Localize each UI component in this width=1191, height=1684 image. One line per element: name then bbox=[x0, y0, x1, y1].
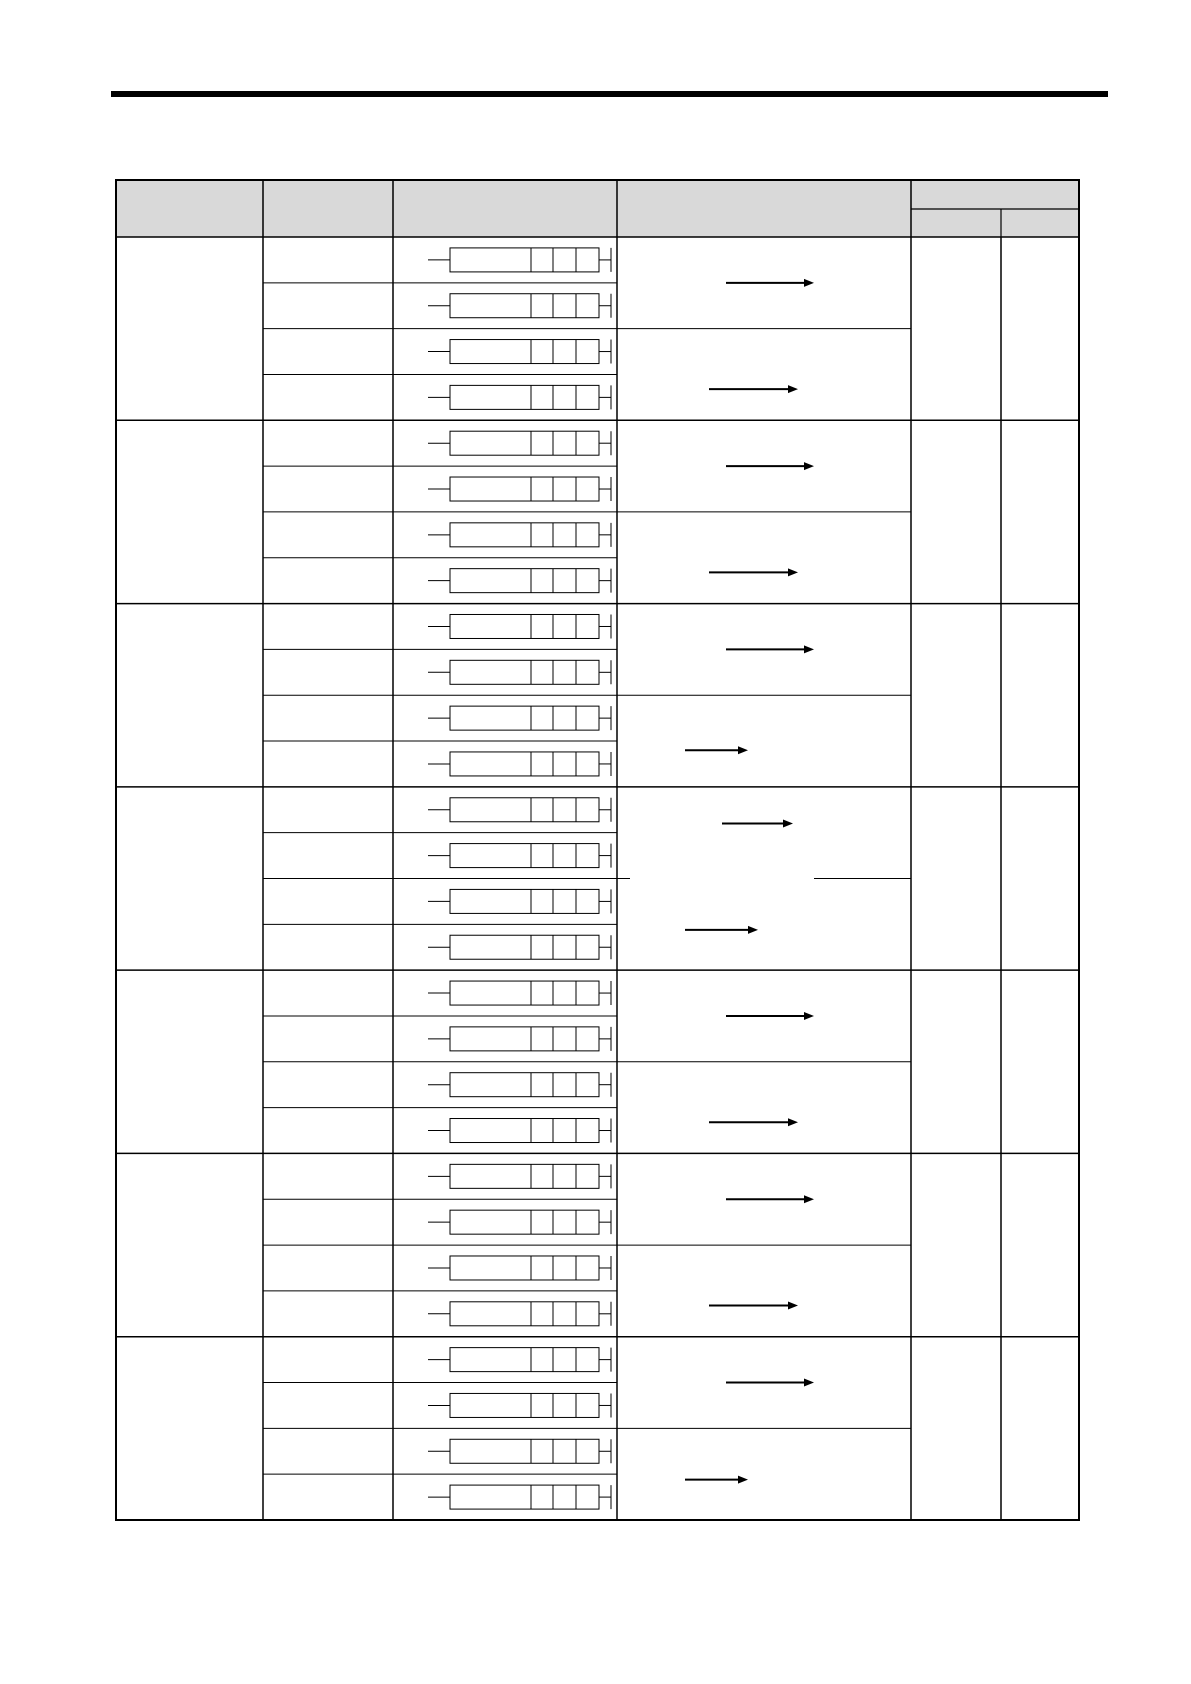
instruction-symbol bbox=[428, 798, 611, 822]
transfer-arrow-icon bbox=[726, 462, 814, 470]
instruction-box bbox=[450, 706, 599, 730]
instruction-box bbox=[450, 569, 599, 593]
transfer-arrow-icon bbox=[722, 820, 793, 828]
transfer-arrow-icon bbox=[685, 926, 758, 934]
arrow-head bbox=[804, 1195, 814, 1203]
transfer-arrow-icon bbox=[709, 568, 798, 576]
arrow-head bbox=[788, 568, 798, 576]
instruction-symbol bbox=[428, 706, 611, 730]
arrow-head bbox=[804, 1379, 814, 1387]
arrow-head bbox=[804, 279, 814, 287]
instruction-box bbox=[450, 248, 599, 272]
arrow-head bbox=[738, 746, 748, 754]
table-body bbox=[116, 248, 1079, 1509]
instruction-box bbox=[450, 844, 599, 868]
arrow-head bbox=[804, 462, 814, 470]
arrow-head bbox=[748, 926, 758, 934]
transfer-arrow-icon bbox=[709, 385, 798, 393]
instruction-box bbox=[450, 1210, 599, 1234]
instruction-symbol bbox=[428, 1073, 611, 1097]
instruction-box bbox=[450, 1256, 599, 1280]
instruction-symbol bbox=[428, 523, 611, 547]
instruction-box bbox=[450, 1119, 599, 1143]
instruction-symbol bbox=[428, 844, 611, 868]
instruction-symbol bbox=[428, 1485, 611, 1509]
instruction-box bbox=[450, 1393, 599, 1417]
instruction-box bbox=[450, 1439, 599, 1463]
instruction-symbol bbox=[428, 935, 611, 959]
transfer-arrow-icon bbox=[726, 1379, 814, 1387]
instruction-symbol bbox=[428, 889, 611, 913]
transfer-arrow-icon bbox=[726, 1012, 814, 1020]
instruction-symbol bbox=[428, 431, 611, 455]
instruction-symbol bbox=[428, 1164, 611, 1188]
instruction-box bbox=[450, 981, 599, 1005]
transfer-arrow-icon bbox=[726, 1195, 814, 1203]
transfer-arrow-icon bbox=[685, 746, 748, 754]
table-group bbox=[116, 970, 1079, 1142]
instruction-box bbox=[450, 935, 599, 959]
transfer-arrow-icon bbox=[709, 1118, 798, 1126]
instruction-symbol bbox=[428, 1393, 611, 1417]
arrow-head bbox=[804, 645, 814, 653]
table-group bbox=[116, 420, 1079, 592]
table-group bbox=[116, 1153, 1079, 1325]
instruction-symbol bbox=[428, 1027, 611, 1051]
transfer-arrow-icon bbox=[709, 1302, 798, 1310]
instruction-symbol bbox=[428, 294, 611, 318]
arrow-head bbox=[738, 1476, 748, 1484]
instruction-symbol bbox=[428, 569, 611, 593]
instruction-symbol bbox=[428, 385, 611, 409]
table-group bbox=[116, 604, 1079, 776]
instruction-box bbox=[450, 1164, 599, 1188]
transfer-arrow-icon bbox=[726, 645, 814, 653]
instruction-symbol bbox=[428, 614, 611, 638]
arrow-head bbox=[788, 385, 798, 393]
arrow-head bbox=[788, 1302, 798, 1310]
arrow-head bbox=[804, 1012, 814, 1020]
instruction-box bbox=[450, 477, 599, 501]
instruction-box bbox=[450, 660, 599, 684]
instruction-box bbox=[450, 1073, 599, 1097]
instruction-symbol bbox=[428, 752, 611, 776]
instruction-box bbox=[450, 385, 599, 409]
instruction-box bbox=[450, 431, 599, 455]
instruction-box bbox=[450, 798, 599, 822]
arrow-head bbox=[783, 820, 793, 828]
instruction-box bbox=[450, 1302, 599, 1326]
instruction-symbol bbox=[428, 248, 611, 272]
instruction-symbol bbox=[428, 1302, 611, 1326]
instruction-box bbox=[450, 614, 599, 638]
table-group bbox=[263, 248, 911, 409]
instruction-box bbox=[450, 523, 599, 547]
instruction-box bbox=[450, 294, 599, 318]
instruction-symbol bbox=[428, 1348, 611, 1372]
instruction-box bbox=[450, 752, 599, 776]
arrow-head bbox=[788, 1118, 798, 1126]
instruction-symbol bbox=[428, 477, 611, 501]
instruction-symbol bbox=[428, 1119, 611, 1143]
transfer-arrow-icon bbox=[685, 1476, 748, 1484]
instruction-box bbox=[450, 1485, 599, 1509]
instruction-symbol bbox=[428, 1439, 611, 1463]
instruction-symbol bbox=[428, 1256, 611, 1280]
instruction-box bbox=[450, 1027, 599, 1051]
instruction-symbol bbox=[428, 340, 611, 364]
table-group bbox=[116, 787, 1079, 959]
table-group bbox=[116, 1337, 1079, 1509]
instruction-symbol bbox=[428, 660, 611, 684]
instruction-symbol bbox=[428, 1210, 611, 1234]
instruction-symbol bbox=[428, 981, 611, 1005]
instruction-box bbox=[450, 889, 599, 913]
instruction-box bbox=[450, 1348, 599, 1372]
instruction-box bbox=[450, 340, 599, 364]
transfer-arrow-icon bbox=[726, 279, 814, 287]
